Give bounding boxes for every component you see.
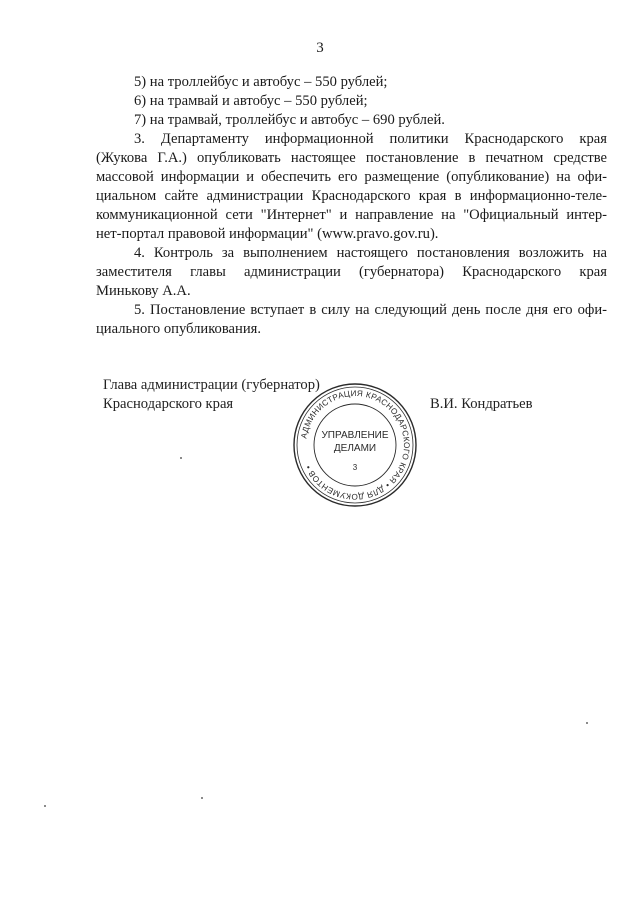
- paragraph-3-line: (Жукова Г.А.) опубликовать настоящее постановление в печатном средстве: [96, 150, 607, 166]
- scan-speck: [201, 797, 203, 799]
- signatory-name: В.И. Кондратьев: [430, 396, 533, 412]
- page-number: 3: [316, 40, 324, 56]
- stamp-number: 3: [352, 463, 358, 472]
- stamp-ring-text: АДМИНИСТРАЦИЯ КРАСНОДАРСКОГО КРАЯ • ДЛЯ ДОКУМЕНТОВ •: [299, 388, 412, 502]
- paragraph-4-line: заместителя главы администрации (губернатора) Краснодарского края: [96, 264, 607, 280]
- stamp-center-line1: УПРАВЛЕНИЕ: [321, 430, 389, 441]
- paragraph-5-line: циального опубликования.: [96, 321, 262, 337]
- paragraph-4-line: 4. Контроль за выполнением настоящего постановления возложить на: [134, 245, 607, 261]
- scan-speck: [180, 457, 182, 459]
- paragraph-3-line: циальном сайте администрации Краснодарского края в информационно-теле-: [96, 188, 607, 204]
- paragraph-3-line: коммуникационной сети "Интернет" и направление на "Официальный интер-: [96, 207, 607, 223]
- paragraph-3-line: массовой информации и обеспечить его размещение (опубликование) на офи-: [96, 169, 607, 185]
- signature-position: Краснодарского края: [103, 396, 234, 412]
- list-item: 7) на трамвай, троллейбус и автобус – 690 рублей.: [134, 112, 445, 128]
- paragraph-3-line: нет-портал правовой информации" (www.pravo.gov.ru).: [96, 226, 439, 242]
- paragraph-5-line: 5. Постановление вступает в силу на следующий день после дня его офи-: [134, 302, 607, 318]
- list-item: 6) на трамвай и автобус – 550 рублей;: [134, 93, 368, 109]
- official-stamp: [280, 380, 430, 510]
- paragraph-3-line: 3. Департаменту информационной политики Краснодарского края: [134, 131, 607, 147]
- scan-speck: [586, 722, 588, 724]
- paragraph-4-line: Минькову А.А.: [96, 283, 191, 299]
- signature-position: Глава администрации (губернатор): [103, 377, 320, 393]
- list-item: 5) на троллейбус и автобус – 550 рублей;: [134, 74, 388, 90]
- scan-speck: [44, 805, 46, 807]
- stamp-center-line2: ДЕЛАМИ: [333, 443, 377, 454]
